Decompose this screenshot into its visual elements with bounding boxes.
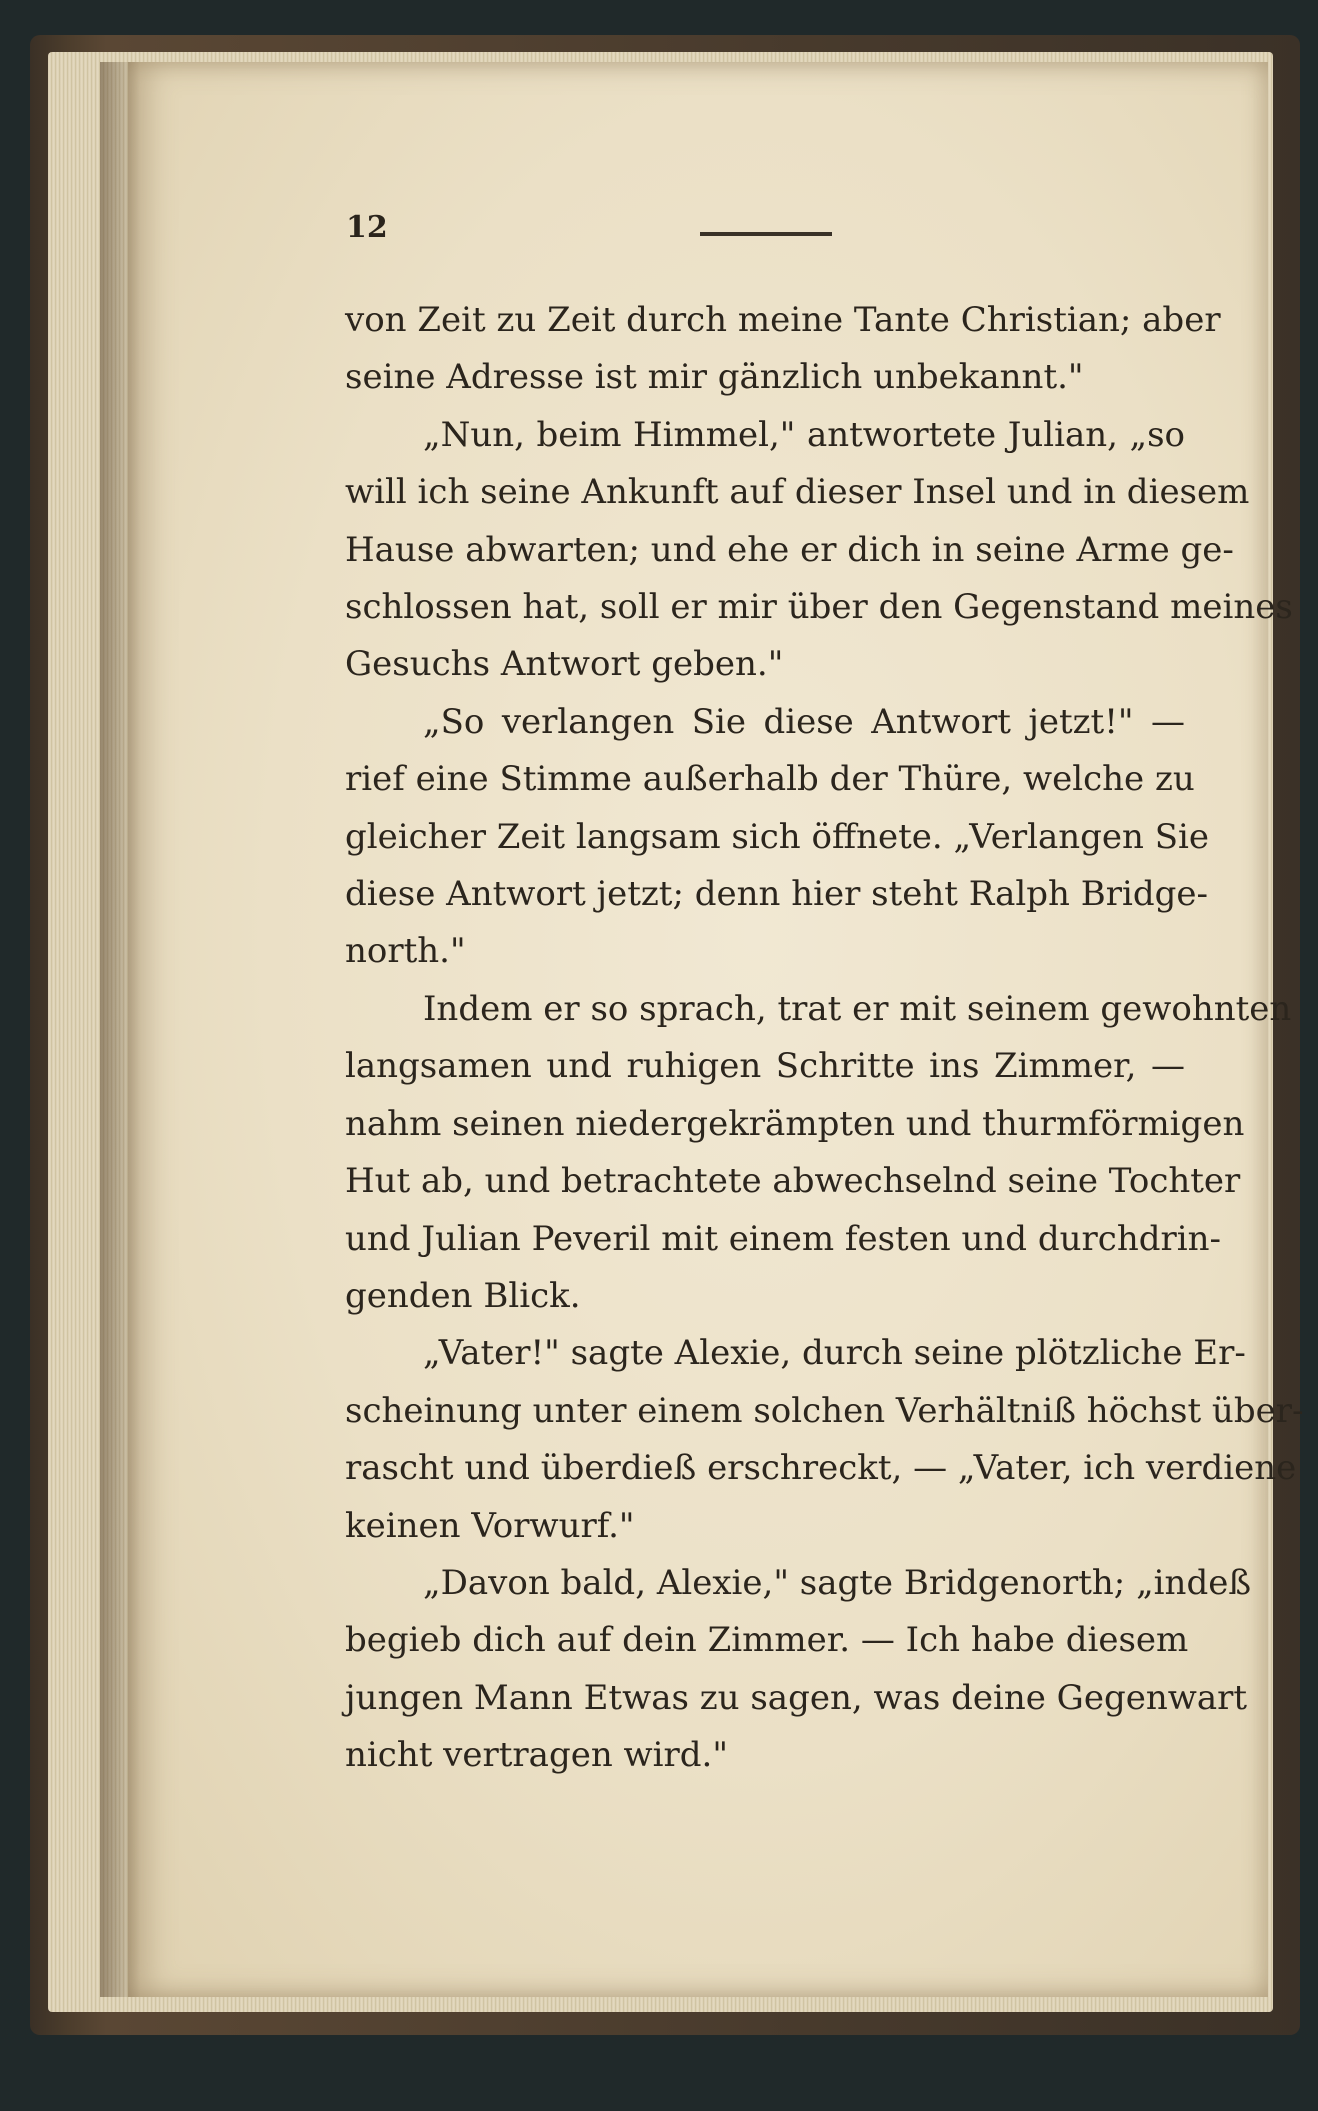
text-line: diese Antwort jetzt; denn hier steht Ralph Bridge- xyxy=(345,874,1208,915)
text-line: genden Blick. xyxy=(345,1275,581,1316)
text-line: nicht vertragen wird." xyxy=(345,1735,728,1776)
page-number: 12 xyxy=(346,210,388,245)
text-line: jungen Mann Etwas zu sagen, was deine Gegenwart xyxy=(345,1677,1248,1718)
text-line: gleicher Zeit langsam sich öffnete. „Verlangen Sie xyxy=(345,816,1210,857)
paragraph xyxy=(345,1325,1304,1555)
header-rule xyxy=(700,232,832,236)
text-line: und Julian Peveril mit einem festen und durchdrin- xyxy=(345,1218,1222,1259)
body-text xyxy=(345,292,1304,1785)
text-line: Indem er so sprach, trat er mit seinem gewohnten xyxy=(423,988,1292,1029)
text-line: langsamen und ruhigen Schritte ins Zimmer, — xyxy=(345,1046,1185,1087)
text-line: rief eine Stimme außerhalb der Thüre, welche zu xyxy=(345,759,1195,800)
text-line: nahm seinen niedergekrämpten und thurmförmigen xyxy=(345,1103,1245,1144)
text-line: „Vater!" sagte Alexie, durch seine plötzliche Er- xyxy=(423,1333,1246,1374)
text-line: begieb dich auf dein Zimmer. — Ich habe diesem xyxy=(345,1620,1189,1661)
paragraph xyxy=(345,407,1293,694)
paragraph xyxy=(345,292,1221,407)
text-line: Gesuchs Antwort geben." xyxy=(345,644,784,685)
text-line: rascht und überdieß erschreckt, — „Vater, ich verdiene xyxy=(345,1448,1297,1489)
text-line: „Davon bald, Alexie," sagte Bridgenorth; „indeß xyxy=(423,1562,1252,1603)
paragraph xyxy=(345,981,1292,1325)
text-line: will ich seine Ankunft auf dieser Insel und in diesem xyxy=(345,472,1250,513)
spine-shadow xyxy=(100,62,140,1997)
text-line: schlossen hat, soll er mir über den Gegenstand meines xyxy=(345,587,1293,628)
paragraph xyxy=(345,1555,1252,1785)
text-line: keinen Vorwurf." xyxy=(345,1505,635,1546)
text-line: „Nun, beim Himmel," antwortete Julian, „so xyxy=(423,414,1185,455)
text-line: seine Adresse ist mir gänzlich unbekannt." xyxy=(345,357,1084,398)
paragraph xyxy=(345,694,1210,981)
text-line: scheinung unter einem solchen Verhältniß höchst über- xyxy=(345,1390,1304,1431)
text-line: north." xyxy=(345,931,466,972)
text-line: Hut ab, und betrachtete abwechselnd seine Tochter xyxy=(345,1161,1241,1202)
text-line: „So verlangen Sie diese Antwort jetzt!" — xyxy=(423,701,1185,742)
text-line: von Zeit zu Zeit durch meine Tante Christian; aber xyxy=(345,300,1221,340)
text-line: Hause abwarten; und ehe er dich in seine Arme ge- xyxy=(345,529,1234,570)
